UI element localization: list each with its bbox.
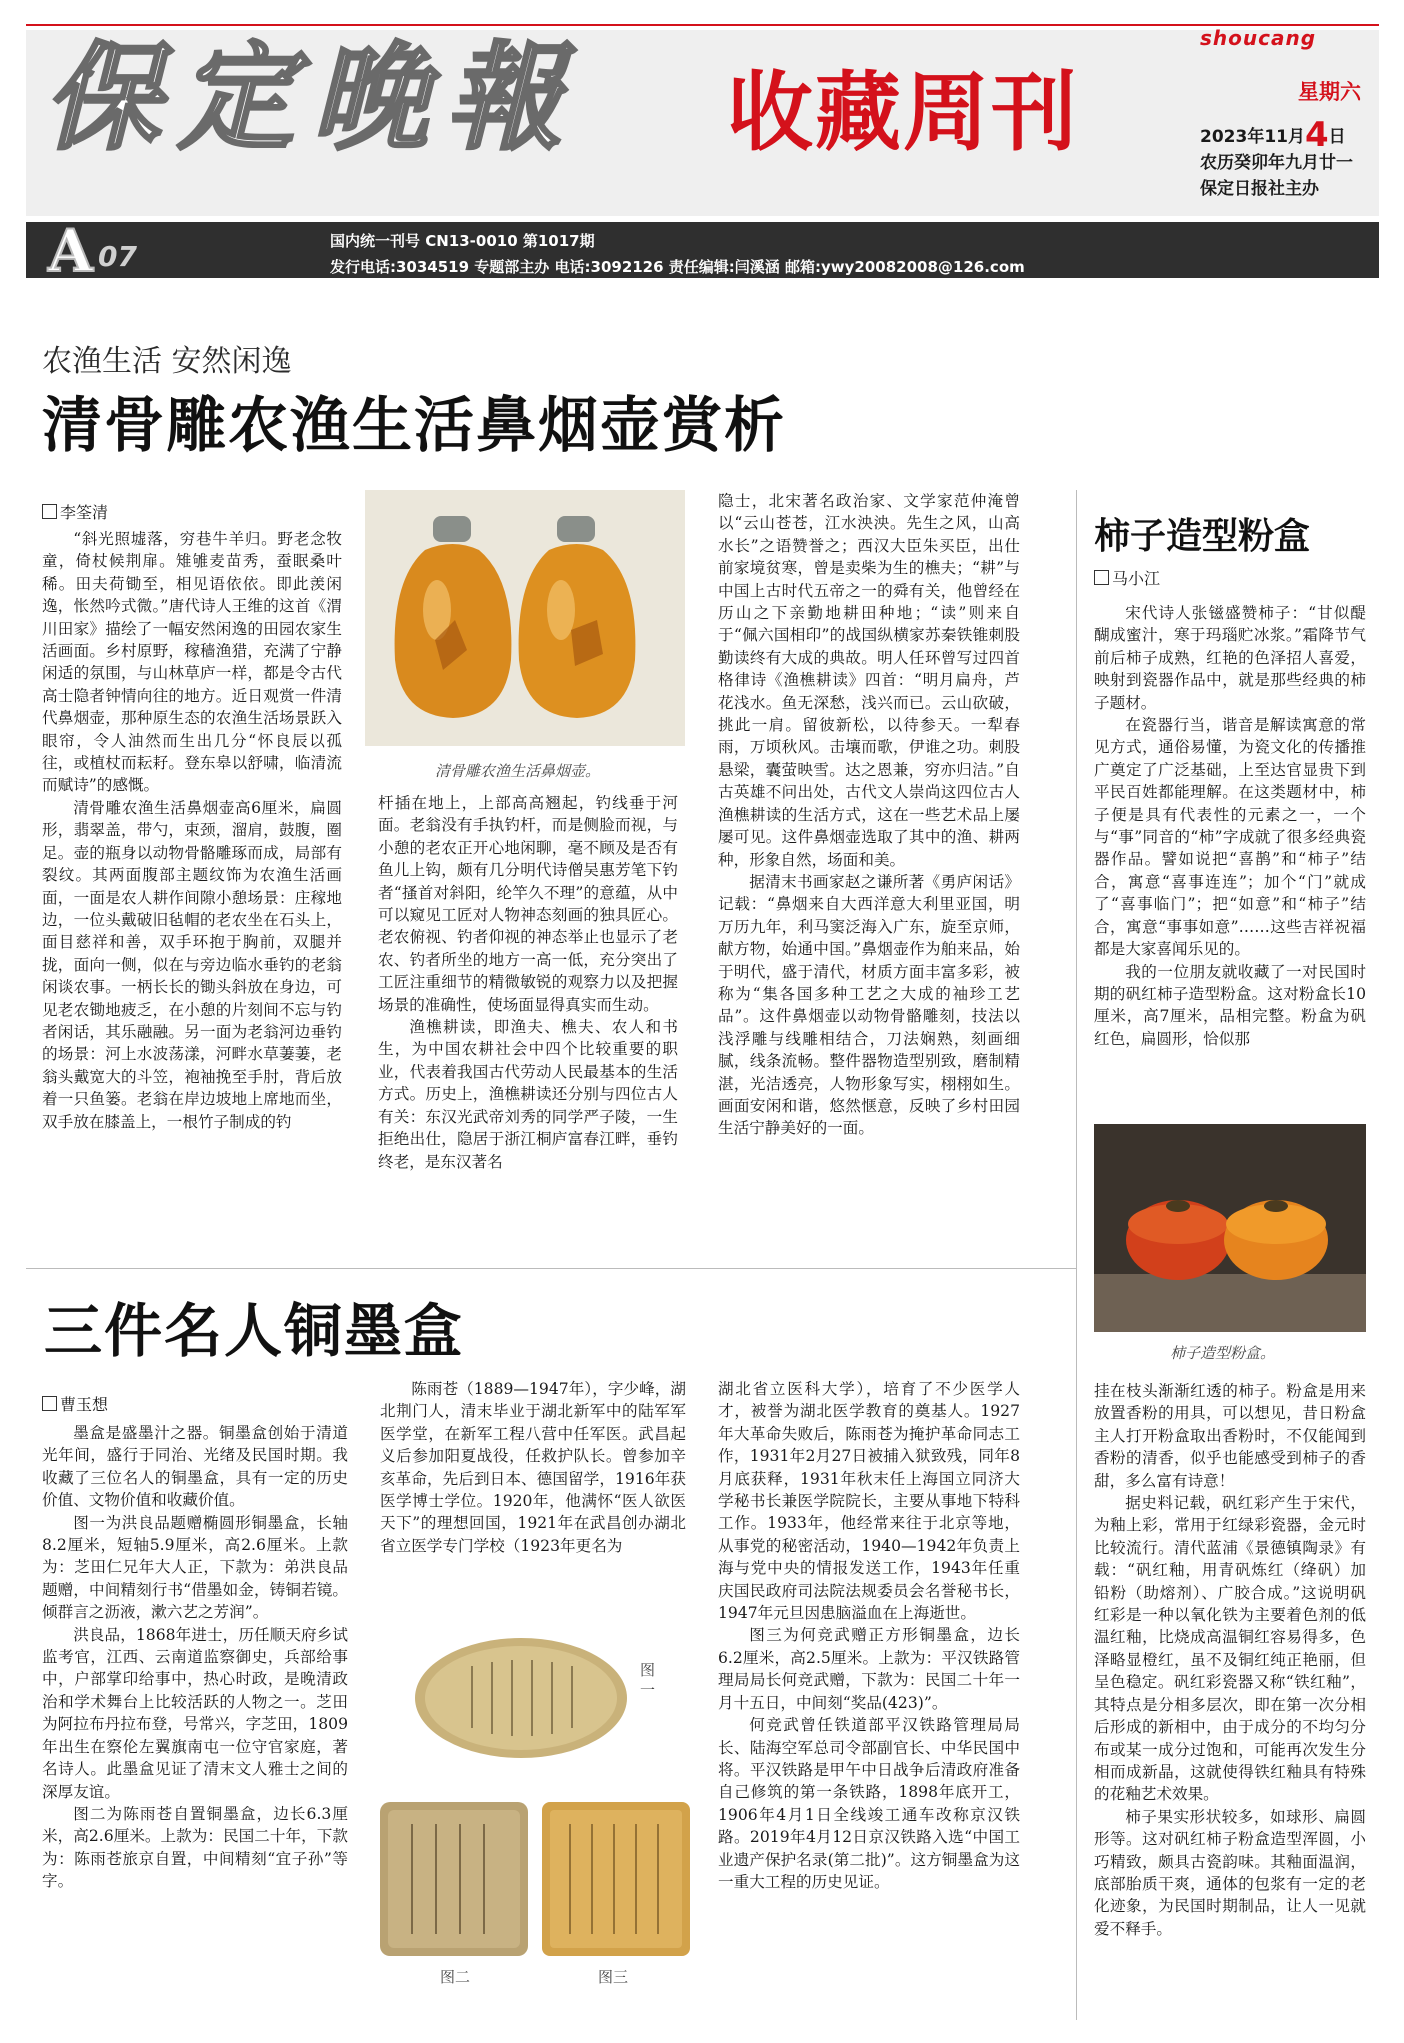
publisher: 保定日报社主办 (1200, 179, 1319, 199)
paragraph: 何竞武曾任铁道部平汉铁路管理局局长、陆海空军总司令部副官长、中华民国中将。平汉铁路是甲午中日战争后清政府准备自己修筑的第一条铁路，1898年底开工，1906年4月1日全线竣工通车改称京汉铁路。2019年4月12日京汉铁路入选“中国工业遗产保护名录(第二批)”。这方铜墨盒为这一重大工程的历史见证。 (718, 1716, 1020, 1891)
date-prefix: 2023年11月 (1200, 127, 1305, 147)
page-number: 07 (98, 240, 137, 273)
figure-1-label: 图一 (640, 1661, 656, 1699)
author-name: 李筌清 (60, 503, 109, 522)
article3-title: 三件名人铜墨盒 (44, 1297, 465, 1365)
article3-byline (42, 1392, 108, 1415)
inkbox-figure-2 (378, 1800, 530, 1958)
square-inkbox-image-1 (378, 1800, 530, 1958)
snuff-bottle-image (365, 490, 685, 746)
section-divider (26, 1268, 1076, 1269)
square-inkbox-image-2 (540, 1800, 692, 1958)
issn-line: 国内统一刊号 CN13-0010 第1017期 (330, 232, 595, 250)
article2-column-top (1094, 602, 1366, 1116)
powder-box-caption: 柿子造型粉盒。 (1170, 1344, 1276, 1362)
paragraph: “斜光照墟落，穷巷牛羊归。野老念牧童，倚杖候荆扉。雉雊麦苗秀，蚕眠桑叶稀。田夫荷锄至，相见语依依。即此羡闲逸，怅然吟式微。”唐代诗人王维的这首《渭川田家》描绘了一幅安然闲逸的田园农家生活画面。乡村原野，稼穑渔猎，充满了宁静闲适的氛围，与山林草庐一样，都是令古代高士隐者钟情向往的地方。近日观赏一件清代鼻烟壶，那种原生态的农渔生活场景跃入眼帘，令人油然而生出几分“怀良辰以孤往，或植杖而耘耔。登东皋以舒啸，临清流而赋诗”的感慨。 (42, 530, 342, 795)
paragraph: 洪良品，1868年进士，历任顺天府乡试监考官，江西、云南道监察御史，兵部给事中，户部掌印给事中，热心时政，是晚清政治和学术舞台上比较活跃的人物之一。芝田为阿拉布丹拉布登，号常兴，字芝田，1809年出生在察伦左翼旗南屯一位守官家庭，著名诗人。此墨盒见证了清末文人雅士之间的深厚友谊。 (42, 1625, 348, 1801)
article2-title: 柿子造型粉盒 (1094, 516, 1311, 557)
paragraph: 宋代诗人张镃盛赞柿子：“甘似醍醐成蜜汁，寒于玛瑙贮冰浆。”霜降节气前后柿子成熟，红艳的色泽招人喜爱，映射到瓷器作品中，就是那些经典的柿子题材。 (1094, 604, 1366, 712)
snuff-bottle-photo (365, 490, 685, 746)
article3-column-1 (42, 1422, 348, 2022)
powder-box-image (1094, 1124, 1366, 1332)
paragraph: 据清末书画家赵之谦所著《勇庐闲话》记载：“鼻烟来自大西洋意大利里亚国，明万历九年，利马窦泛海入广东，旋至京师，献方物，始通中国。”鼻烟壶作为舶来品，始于明代，盛于清代，材质方面丰富多彩，被称为“集各国多种工艺之大成的袖珍工艺品”。这件鼻烟壶以动物骨骼雕刻，技法以浅浮雕与线雕相结合，刀法娴熟，刻画细腻，线条流畅。整件器物造型别致，磨制精湛，光洁透亮，人物形象写实，栩栩如生。画面安闲和谐，悠然惬意，反映了乡村田园生活宁静美好的一面。 (718, 872, 1020, 1138)
weekday: 星期六 (1298, 80, 1361, 104)
article2-byline (1094, 566, 1160, 589)
paragraph: 挂在枝头渐渐红透的柿子。粉盒是用来放置香粉的用具，可以想见，昔日粉盒主人打开粉盒取出香粉时，不仅能闻到香粉的清香，似乎也能感受到柿子的香甜，多么富有诗意！ (1094, 1382, 1366, 1490)
paragraph: 杆插在地上，上部高高翘起，钓线垂于河面。老翁没有手执钓杆，而是侧脸而视，与小憩的老农正开心地闲聊，毫不顾及是否有鱼儿上钩，颇有几分明代诗僧吴惠芳笔下钓者“搔首对斜阳，纶竿久不理”的意蕴，从中可以窥见工匠对人物神态刻画的独具匠心。老农俯视、钓者仰视的神态举止也显示了老农、钓者所坐的地方一高一低，充分突出了工匠注重细节的精微敏锐的观察力以及把握场景的准确性，使场面显得真实而生动。 (378, 794, 678, 1014)
date-day: 4 (1304, 115, 1329, 155)
powder-box-photo (1094, 1124, 1366, 1332)
page-letter: A (48, 217, 94, 285)
dateline (1200, 115, 1353, 202)
paragraph: 柿子果实形状较多，如球形、扁圆形等。这对矾红柿子粉盒造型浑圆，小巧精致，颇具古瓷韵味。其釉面温润，底部胎质干爽，通体的包浆有一定的老化迹象，为民国时期制品，让人一见就爱不释手。 (1094, 1807, 1366, 1938)
paragraph: 我的一位朋友就收藏了一对民国时期的矾红柿子造型粉盒。这对粉盒长10厘米，高7厘米，品相完整。粉盒为矾红色，扁圆形，恰似那 (1094, 962, 1366, 1048)
contact-line: 发行电话:3034519 专题部主办 电话:3092126 责任编辑:闫溪涵 邮箱:ywy20082008@126.com (330, 258, 1025, 276)
masthead-rule-top (26, 24, 1379, 26)
section-title: 收藏周刊 (727, 62, 1079, 163)
paragraph: 渔樵耕读，即渔夫、樵夫、农人和书生，为中国农耕社会中四个比较重要的职业，代表着我国古代劳动人民最基本的生活方式。历史上，渔樵耕读还分别与四位古人有关：东汉光武帝刘秀的同学严子陵，一生拒绝出仕，隐居于浙江桐庐富春江畔，垂钓终老，是东汉著名 (378, 1018, 678, 1171)
article1-column-2 (378, 792, 678, 1240)
author-name: 曹玉想 (60, 1395, 109, 1414)
article1-byline (42, 500, 108, 523)
oval-inkbox-image (412, 1636, 630, 1760)
paragraph: 墨盒是盛墨汁之器。铜墨盒创始于清道光年间，盛行于同治、光绪及民国时期。我收藏了三位名人的铜墨盒，具有一定的历史价值、文物价值和收藏价值。 (42, 1424, 348, 1510)
shoucang-label: shoucang (1200, 26, 1317, 50)
figure-2-label: 图二 (440, 1968, 471, 1986)
inkbox-figure-3 (540, 1800, 692, 1958)
article1-kicker: 农渔生活 安然闲逸 (42, 344, 292, 379)
paragraph: 清骨雕农渔生活鼻烟壶高6厘米，扁圆形，翡翠盖，带勺，束颈，溜肩，鼓腹，圈足。壶的瓶身以动物骨骼雕琢而成，局部有裂纹。其两面腹部主题纹饰为农渔生活画面，一面是农人耕作间隙小憩场景：庄稼地边，一位头戴破旧毡帽的老农坐在石头上，面目慈祥和善，双手环抱于胸前，双腿并拢，面向一侧，似在与旁边临水垂钓的老翁闲谈农事。一柄长长的锄头斜放在身边，可见老农锄地疲乏，在小憩的片刻间不忘与钓者闲话，其乐融融。另一面为老翁河边垂钓的场景：河上水波荡漾，河畔水草萋萋，老翁头戴宽大的斗笠，袍袖挽至手肘，背后放着一只鱼篓。老翁在岸边坡地上席地而坐，双手放在膝盖上，一根竹子制成的钓 (42, 798, 342, 1131)
paragraph: 陈雨苍（1889—1947年），字少峰，湖北荆门人，清末毕业于湖北新军中的陆军军医学堂，在新军工程八营中任军医。武昌起义后参加阳夏战役，任救护队长。曾参加辛亥革命，先后到日本、德国留学，1916年获医学博士学位。1920年，他满怀“医人欲医天下”的理想回国，1921年在武昌创办湖北省立医学专门学校（1923年更名为 (380, 1380, 686, 1555)
article3-column-3 (718, 1378, 1020, 2020)
article1-title: 清骨雕农渔生活鼻烟壶赏析 (42, 391, 786, 461)
paragraph: 在瓷器行当，谐音是解读寓意的常见方式，通俗易懂，为瓷文化的传播推广奠定了广泛基础，上至达官显贵下到平民百姓都能理解。在这类题材中，柿子便是具有代表性的元素之一，一个与“事”同音的“柿”字成就了很多经典瓷器作品。譬如说把“喜鹊”和“柿子”结合，寓意“喜事连连”；加个“门”就成了“喜事临门”；把“如意”和“柿子”结合，寓意“事事如意”……这些吉祥祝福都是大家喜闻乐见的。 (1094, 716, 1366, 959)
column-divider (1076, 490, 1077, 2020)
inkbox-figure-1 (412, 1636, 630, 1760)
article3-column-2 (380, 1378, 686, 1608)
article2-column-bottom (1094, 1380, 1366, 2020)
article1-column-1 (42, 528, 342, 1240)
paragraph: 图一为洪良品题赠椭圆形铜墨盒，长轴8.2厘米，短轴5.9厘米，高2.6厘米。上款为：芝田仁兄年大人正，下款为：弟洪良品题赠，中间精刻行书“借墨如金，铸铜若镜。倾群言之沥液，漱六艺之芳润”。 (42, 1513, 348, 1622)
date-suffix: 日 (1328, 127, 1346, 147)
paragraph: 图二为陈雨苍自置铜墨盒，边长6.3厘米，高2.6厘米。上款为：民国二十年，下款为：陈雨苍旅京自置，中间精刻“宜子孙”等字。 (42, 1804, 348, 1891)
article1-column-3 (718, 490, 1020, 1240)
paragraph: 湖北省立医科大学），培育了不少医学人才，被誉为湖北医学教育的奠基人。1927年大革命失败后，陈雨苍为掩护革命同志工作，1931年2月27日被捕入狱致残，同年8月底获释，1931年秋末任上海国立同济大学秘书长兼医学院院长，主要从事地下特科工作。1933年，他经常来往于北京等地，从事党的秘密活动，1940—1942年负责上海与党中央的情报发送工作，1943年任重庆国民政府司法院法规委员会名誉秘书长，1947年元旦因患脑溢血在上海逝世。 (718, 1380, 1020, 1623)
paragraph: 据史料记载，矾红彩产生于宋代，为釉上彩，常用于红绿彩瓷器，金元时比较流行。清代蓝浦《景德镇陶录》有载：“矾红釉，用青矾炼红（绛矾）加铅粉（助熔剂）、广胶合成。”这说明矾红彩是一种以氧化铁为主要着色剂的低温红釉，比烧成高温铜红容易得多，色泽略显橙红，虽不及铜红纯正艳丽，但呈色稳定。矾红彩瓷器又称“铁红釉”，其特点是分相多层次，即在第一次分相后形成的新相中，由于成分的不均匀分布或某一成分过饱和，可能再次发生分相而成新晶，这就使得铁红釉具有特殊的花釉艺术效果。 (1094, 1494, 1366, 1804)
lunar-date: 农历癸卯年九月廿一 (1200, 153, 1353, 173)
paragraph: 图三为何竞武赠正方形铜墨盒，边长6.2厘米，高2.5厘米。上款为：平汉铁路管理局局长何竞武赠，下款为：民国二十年一月十五日，中间刻“奖品(423)”。 (718, 1626, 1020, 1712)
figure-3-label: 图三 (598, 1968, 629, 1986)
paragraph: 隐士，北宋著名政治家、文学家范仲淹曾以“云山苍苍，江水泱泱。先生之风，山高水长”之语赞誉之；西汉大臣朱买臣，出仕前家境贫寒，曾是卖柴为生的樵夫；“耕”与中国上古时代五帝之一的舜有关，他曾经在历山之下亲勤地耕田种地；“读”则来自于“佩六国相印”的战国纵横家苏秦铁锥刺股勤读终有大成的典故。明人任环曾写过四首格律诗《渔樵耕读》四首：“明月扁舟，芦花浅水。鱼无深愁，浅兴而已。云山砍破，挑此一肩。留彼新松，以待参天。一犁春雨，万顷秋风。击壤而歌，伊谁之功。刺股悬梁，囊萤映雪。达之恩兼，穷亦归洁。”自古英雄不问出处，古代文人崇尚这四位古人渔樵耕读的生活方式，这在一些艺术品上屡屡可见。这件鼻烟壶选取了其中的渔、耕两种，形象自然，场面和美。 (718, 492, 1020, 869)
newspaper-logo: 保定晚報 (44, 30, 580, 166)
snuff-bottle-caption: 清骨雕农渔生活鼻烟壶。 (435, 762, 601, 780)
author-name: 马小江 (1112, 569, 1161, 588)
